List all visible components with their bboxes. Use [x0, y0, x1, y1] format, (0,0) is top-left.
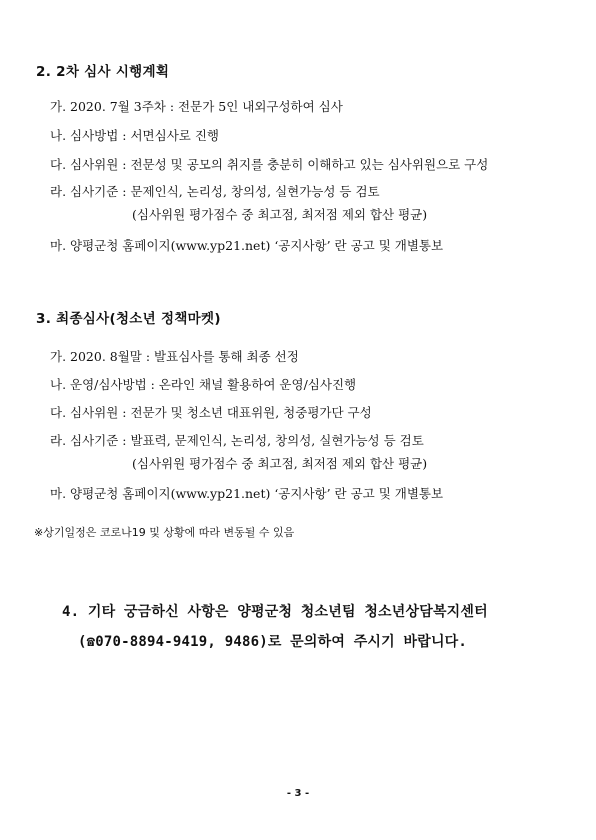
- section-2-item-da: 다. 심사위원 : 전문성 및 공모의 취지를 충분히 이해하고 있는 심사위원으로 구성: [50, 157, 489, 172]
- section-2-item-ra-sub: (심사위원 평가점수 중 최고점, 최저점 제외 합산 평균): [132, 207, 428, 222]
- section-2-item-na: 나. 심사방법 : 서면심사로 진행: [50, 128, 219, 143]
- section-2-item-ga: 가. 2020. 7월 3주차 : 전문가 5인 내외구성하여 심사: [50, 99, 343, 114]
- schedule-note: ※상기일정은 코로나19 및 상황에 따라 변동될 수 있음: [34, 526, 295, 539]
- section-3-title: 3. 최종심사(청소년 정책마켓): [36, 311, 221, 327]
- section-3-item-da: 다. 심사위원 : 전문가 및 청소년 대표위원, 청중평가단 구성: [50, 405, 372, 420]
- section-3-item-ra: 라. 심사기준 : 발표력, 문제인식, 논리성, 창의성, 실현가능성 등 검토: [50, 433, 424, 448]
- section-3-item-ra-sub: (심사위원 평가점수 중 최고점, 최저점 제외 합산 평균): [132, 456, 428, 471]
- section-3-item-na: 나. 운영/심사방법 : 온라인 채널 활용하여 운영/심사진행: [50, 377, 357, 392]
- section-3-item-ga: 가. 2020. 8월말 : 발표심사를 통해 최종 선정: [50, 349, 299, 364]
- section-2-item-ma: 마. 양평군청 홈페이지(www.yp21.net) ‘공지사항’ 란 공고 및 개별통보: [50, 238, 444, 253]
- section-2-item-ra: 라. 심사기준 : 문제인식, 논리성, 창의성, 실현가능성 등 검토: [50, 184, 380, 199]
- contact-line-2: (☎070-8894-9419, 9486)로 문의하여 주시기 바랍니다.: [78, 634, 468, 650]
- contact-line-1: 4. 기타 궁금하신 사항은 양평군청 청소년팀 청소년상담복지센터: [62, 604, 488, 620]
- section-3-item-ma: 마. 양평군청 홈페이지(www.yp21.net) ‘공지사항’ 란 공고 및 개별통보: [50, 486, 444, 501]
- section-2-title: 2. 2차 심사 시행계획: [36, 64, 170, 80]
- page-number: - 3 -: [286, 788, 310, 799]
